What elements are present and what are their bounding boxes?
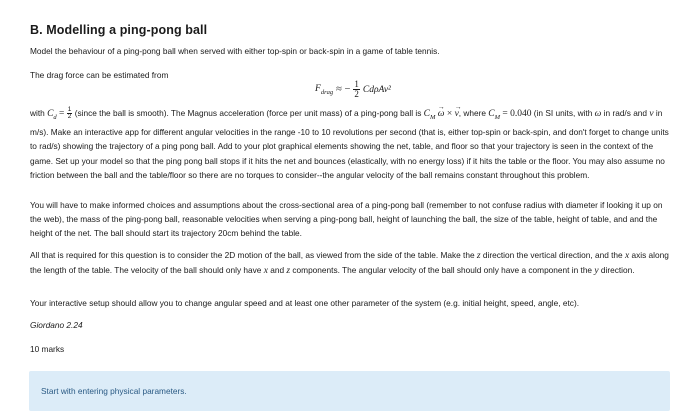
paragraph-interactive: Your interactive setup should allow you to change angular speed and at least one other parameter of the system (e.g. initial height, speed, angle, etc). [30, 298, 580, 308]
paragraph-2d-motion: All that is required for this question is to consider the 2D motion of the ball, as viewed from the side of the table. Make the z direction the vertical direction, and the x axis along the length of the table. The velocity of the ball should only have x and z components. The angular velocity of the ball should only have a component in the y direction. [30, 250, 669, 277]
attribution: Giordano 2.24 [30, 320, 83, 330]
drag-equation [315, 80, 391, 99]
intro-text: Model the behaviour of a ping-pong ball when served with either top-spin or back-spin in a game of table tennis. [30, 46, 440, 56]
paragraph-assumptions: You will have to make informed choices and assumptions about the cross-sectional area of a ping-pong ball (remember to not confuse radius with diameter if looking it up on the web), the mass of the ping-pong ball, reasonable velocities when serving a ping-pong ball, height of launching the ball, the size of the table, height of table, and and the height of the net. The ball should start its trajectory 20cm behind the table. [30, 200, 663, 239]
eq-relation: ≈ − [336, 84, 351, 95]
drag-intro-text: The drag force can be estimated from [30, 70, 169, 80]
section-title: B. Modelling a ping-pong ball [30, 23, 208, 37]
marks-label: 10 marks [30, 344, 65, 354]
eq-fraction: $\frac{1}{2}$ [354, 79, 359, 99]
status-message: Start with entering physical parameters. [41, 386, 187, 396]
eq-rhs: CdρAv² [362, 84, 391, 95]
status-banner [29, 371, 670, 411]
paragraph-magnus: with $C_d$ = $\frac{1}{2}$ (since the ball is smooth). The Magnus acceleration (force per unit mass) of a ping-pong ball is $C_M \to \omega$ × → v, where $C_M = 0.040$ (in SI units, with ω in rad/s and v in m/s). Make an interactive app for different angular velocities in the range -10 to 10 revolutions per second (that is, either top-spin or back-spin, and don't forget to change units to rad/s) showing the trajectory of a ping pong ball. Add to your plot graphical elements showing the net, table, and floor so that your trajectory is seen in the context of the game. Set up your model so that the ping pong ball stops if it hits the net and bounces (elastically, with no energy loss) if it hits the table or the floor. You may also assume no friction between the ball and the table/floor so there are no torques to consider--the angular velocity of the ball remains constant throughout this problem. [30, 106, 670, 182]
eq-lhs: $F_{drag}$ [315, 83, 334, 96]
